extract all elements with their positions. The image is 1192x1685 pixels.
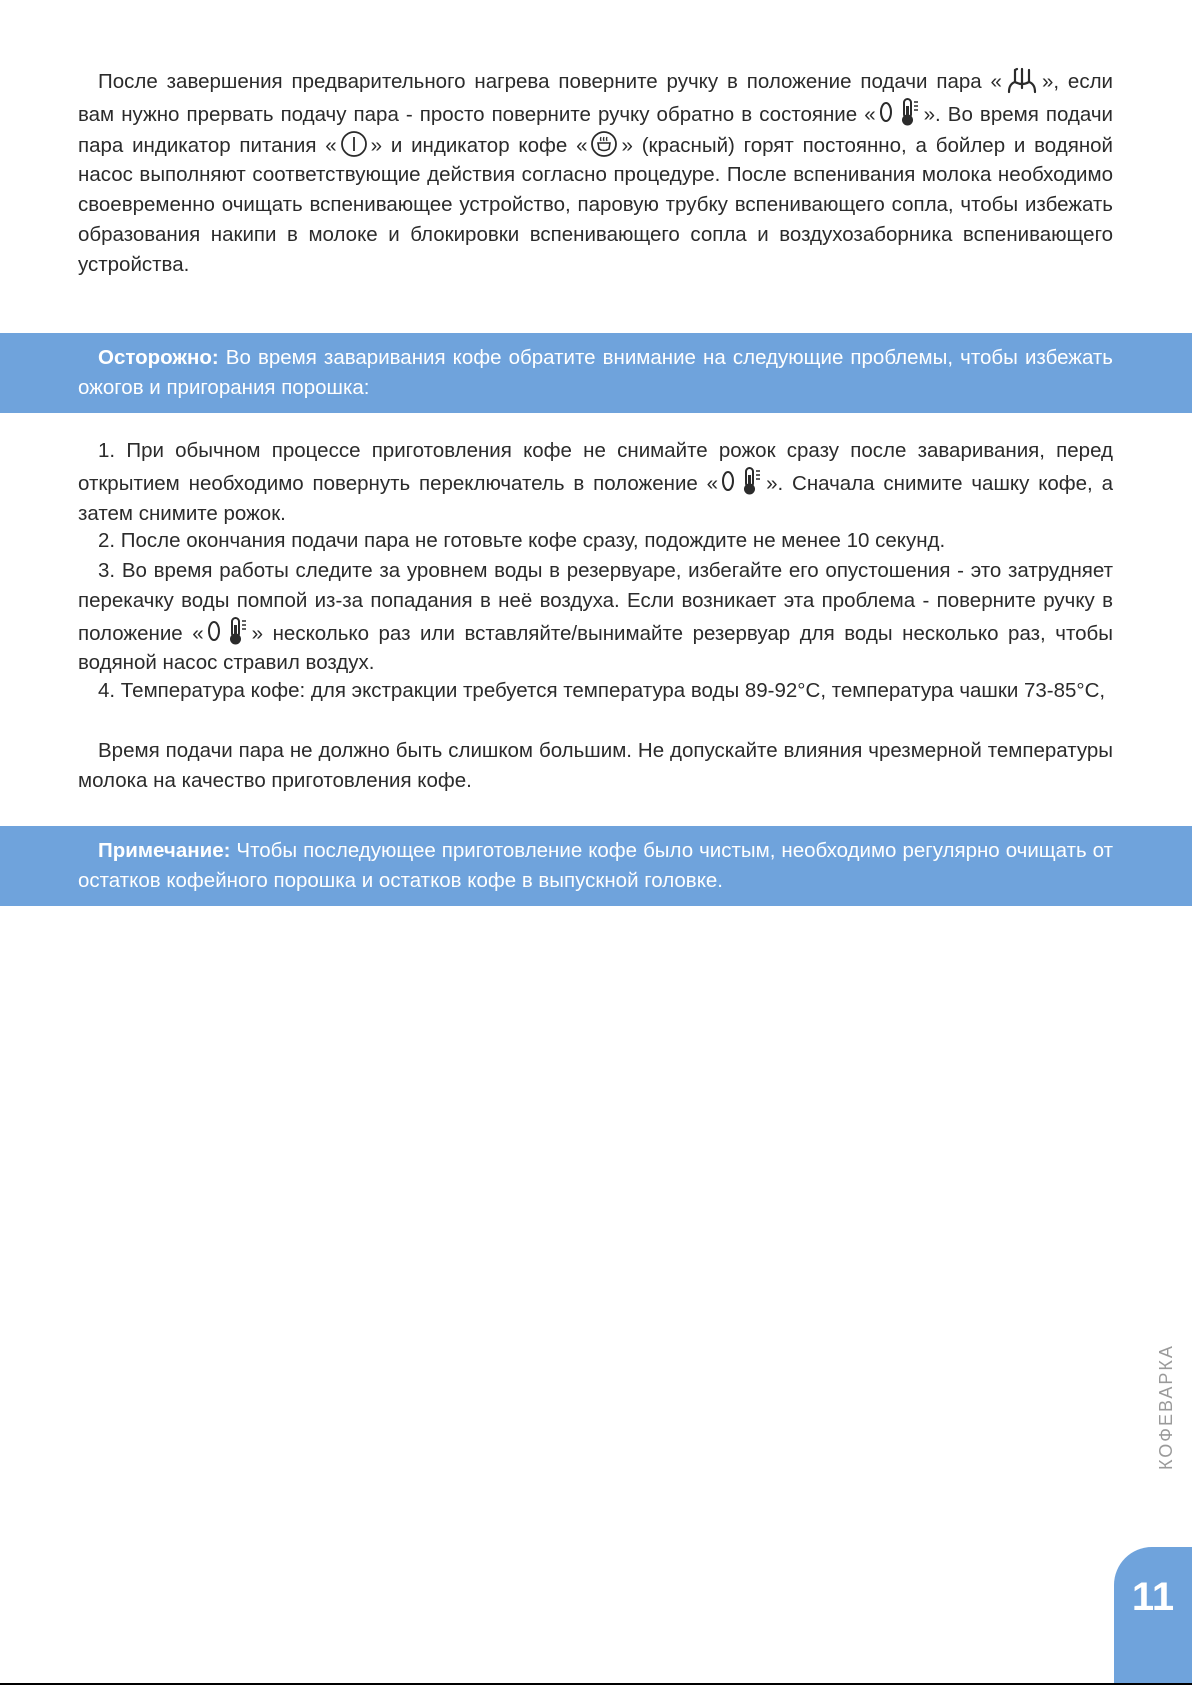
intro-text-5: » (красный) горят постоянно, а бойлер и водяной насос выполняют соответствующие действия согласно процедуре. После вспенивания молока необходимо своевременно очищать вспенивающее устройство, паровую трубку вспенивающего сопла, чтобы избежать образования накипи в молоке и блокировки вспенивающего сопла и воздухозаборника вспенивающего устройства.	[78, 133, 1113, 276]
list-item-2	[78, 526, 1113, 556]
intro-text-3: ». Во время подачи пара индикатор питания «	[78, 102, 1113, 157]
section-side-label: КОФЕВАРКА	[1156, 1344, 1176, 1470]
off-thermometer-icon	[207, 616, 249, 646]
caution-band	[0, 333, 1192, 413]
note-label: Примечание:	[98, 839, 231, 862]
item-3-text-a: 3. Во время работы следите за уровнем воды в резервуаре, избегайте его опустошения - это затрудняет перекачку воды помпой из-за попадания в неё воздуха. Если возникает эта проблема - поверните ручку в положение «	[78, 559, 1113, 645]
item-2-text: 2. После окончания подачи пара не готовьте кофе сразу, подождите не менее 10 секунд.	[98, 529, 946, 552]
page-number-tab	[1114, 1547, 1192, 1685]
caution-label: Осторожно:	[98, 346, 219, 369]
list-item-3	[78, 556, 1113, 678]
off-thermometer-icon	[721, 466, 763, 496]
page-number: 11	[1131, 1575, 1175, 1619]
caution-text: Во время заваривания кофе обратите внимание на следующие проблемы, чтобы избежать ожогов и пригорания порошка:	[78, 346, 1113, 399]
item-4-text: 4. Температура кофе: для экстракции требуется температура воды 89-92°C, температура чашки 73-85°C,	[98, 679, 1106, 702]
steam-icon	[1005, 66, 1039, 94]
list-item-4	[78, 676, 1113, 706]
coffee-indicator-icon	[590, 130, 618, 158]
list-item-1	[78, 436, 1113, 528]
intro-paragraph	[78, 66, 1113, 280]
note-paragraph	[78, 836, 1113, 896]
note-band	[0, 826, 1192, 906]
list-item-5	[78, 736, 1113, 796]
power-indicator-icon	[340, 130, 368, 158]
item-1-text-a: 1. При обычном процессе приготовления кофе не снимайте рожок сразу после заваривания, перед открытием необходимо повернуть переключатель в положение «	[78, 439, 1113, 495]
intro-text-2: », если вам нужно прервать подачу пара - просто поверните ручку обратно в состояние «	[78, 70, 1113, 126]
caution-paragraph	[78, 343, 1113, 403]
intro-text-4: » и индикатор кофе «	[370, 133, 588, 157]
item-3-text-b: » несколько раз или вставляйте/вынимайте резервуар для воды несколько раз, чтобы водяной насос стравил воздух.	[78, 621, 1113, 675]
item-5-text: Время подачи пара не должно быть слишком большим. Не допускайте влияния чрезмерной температуры молока на качество приготовления кофе.	[78, 739, 1113, 792]
note-text: Чтобы последующее приготовление кофе было чистым, необходимо регулярно очищать от остатков кофейного порошка и остатков кофе в выпускной головке.	[78, 839, 1113, 892]
intro-text-1: После завершения предварительного нагрева поверните ручку в положение подачи пара «	[98, 70, 1002, 93]
item-1-text-b: ». Сначала снимите чашку кофе, а затем снимите рожок.	[78, 471, 1114, 525]
off-thermometer-icon	[879, 97, 921, 127]
